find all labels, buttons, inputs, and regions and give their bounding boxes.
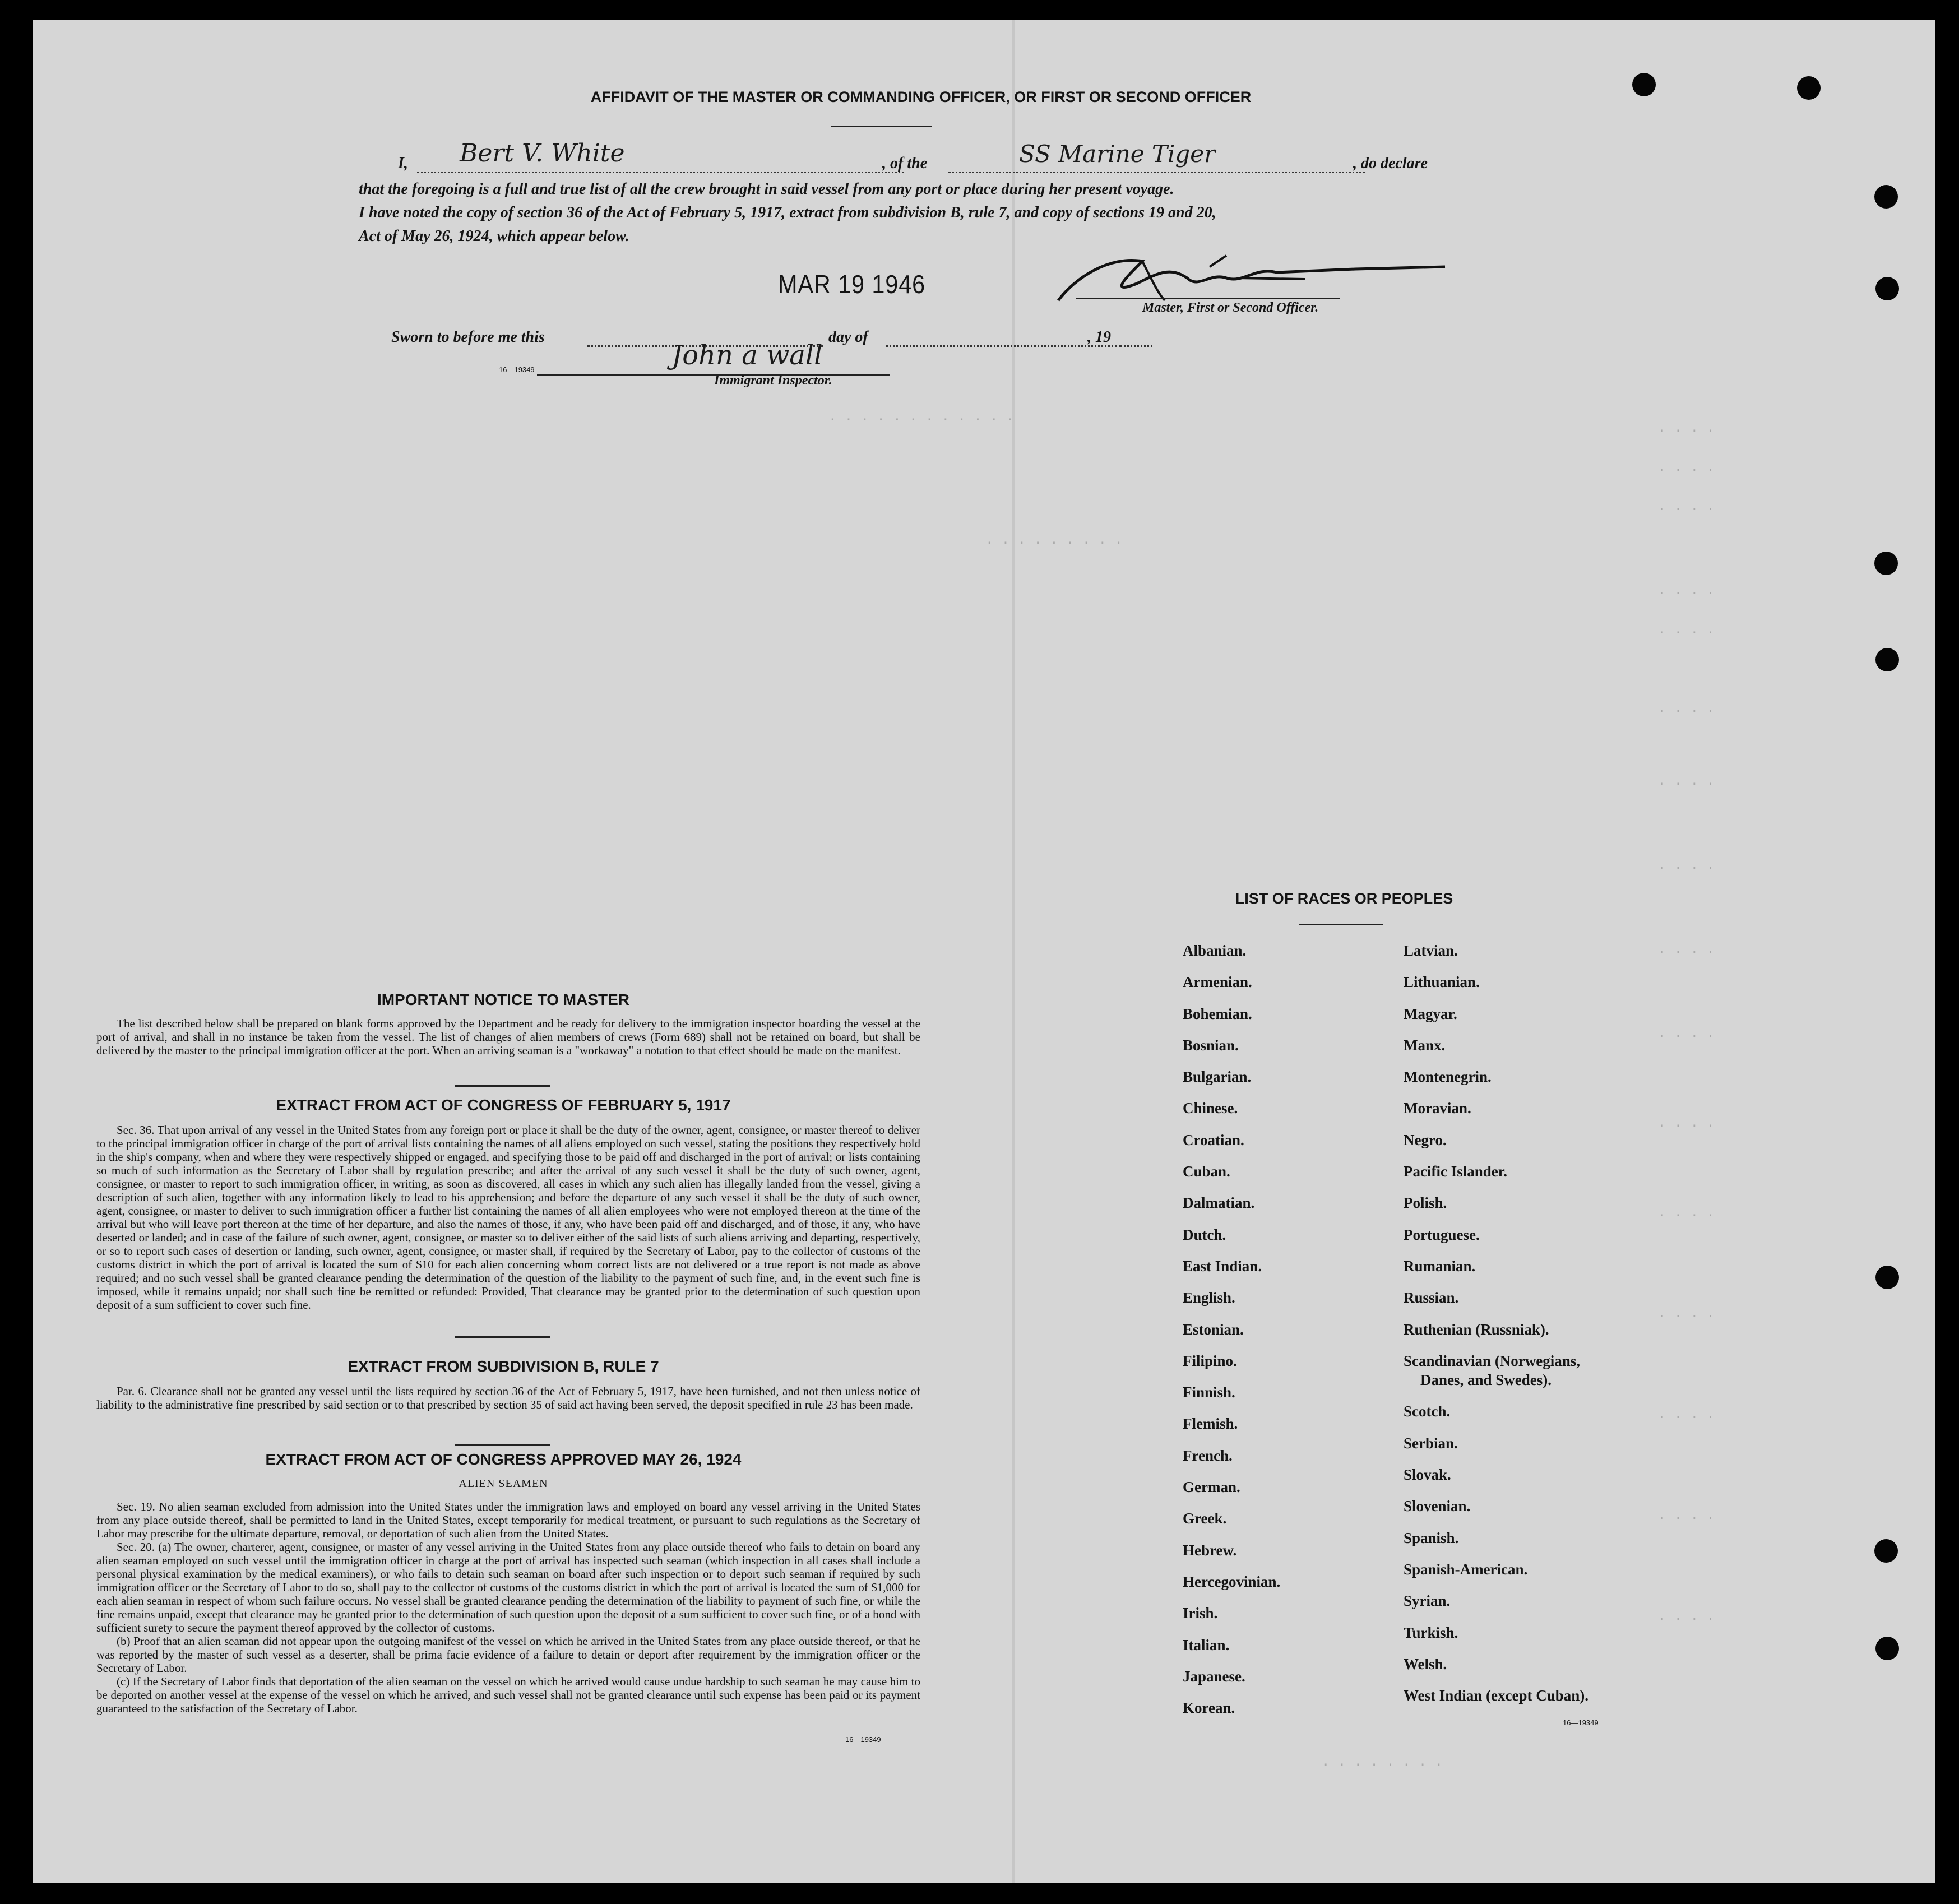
- notice-text: [96, 1017, 920, 1057]
- punch-hole: [1875, 648, 1899, 671]
- race-item: Dutch.: [1183, 1226, 1226, 1243]
- par-6-paragraph: Par. 6. Clearance shall not be granted any vessel until the lists required by section 36 of the Act of February 5, 1917, have been furnished, and not then unless notice of liability to the administrative fine prescribed by said section or to that prescribed by section 35 of said act having been served, the deposit specified in rule 23 has been made.: [96, 1384, 920, 1411]
- race-item: Slovenian.: [1404, 1498, 1471, 1515]
- race-item: Korean.: [1183, 1699, 1235, 1717]
- inspector-caption: Immigrant Inspector.: [714, 373, 832, 388]
- form-number: 16—19349: [845, 1735, 881, 1744]
- day-of-text: day of: [828, 328, 868, 346]
- section-20c-paragraph: (c) If the Secretary of Labor finds that deportation of the alien seaman on the vessel on which he arrived would cause undue hardship to such seaman he may cause him to be deported on another vessel at the expense of the vessel on which he arrived, and such vessel shall not be granted clearance until such expense has been paid or its payment guaranteed to the satisfaction of the Secretary of Labor.: [96, 1675, 920, 1715]
- race-item: French.: [1183, 1447, 1233, 1464]
- year-text: , 19: [1087, 328, 1111, 346]
- race-item: Croatian.: [1183, 1131, 1244, 1148]
- race-item: Albanian.: [1183, 942, 1247, 959]
- race-item: Magyar.: [1404, 1005, 1457, 1022]
- form-number: 16—19349: [499, 365, 535, 374]
- affidavit-of-the: , of the: [882, 155, 928, 172]
- race-item: Japanese.: [1183, 1667, 1245, 1685]
- notice-title: IMPORTANT NOTICE TO MASTER: [377, 991, 630, 1008]
- master-caption: Master, First or Second Officer.: [1142, 300, 1319, 315]
- race-item: Danes, and Swedes).: [1420, 1372, 1552, 1389]
- race-item: Montenegrin.: [1404, 1068, 1492, 1086]
- affidavit-i: I,: [398, 155, 408, 172]
- master-name-handwritten: Bert V. White: [460, 139, 625, 168]
- race-item: Lithuanian.: [1404, 974, 1480, 991]
- race-item: Welsh.: [1404, 1655, 1447, 1673]
- race-item: Irish.: [1183, 1605, 1218, 1622]
- affidavit-line-4: Act of May 26, 1924, which appear below.: [359, 228, 629, 245]
- divider: [455, 1085, 550, 1087]
- race-item: Spanish.: [1404, 1529, 1459, 1546]
- race-item: Syrian.: [1404, 1592, 1451, 1610]
- race-item: Estonian.: [1183, 1321, 1244, 1338]
- extract-1917-text: [96, 1123, 920, 1312]
- notice-paragraph: The list described below shall be prepared on blank forms approved by the Department and be ready for delivery to the immigration inspector boarding the vessel at the port of arrival, and shall in no instance be taken from the vessel. The list of changes of alien members of crews (Form 689) shall not be retained on board, but shall be delivered by the master to the principal immigration officer at the port. When an arriving seaman is a "workaway" a notation to that effect should be made on the manifest.: [96, 1017, 920, 1057]
- alien-seamen-subtitle: ALIEN SEAMEN: [459, 1477, 548, 1490]
- extract-rule7-title: EXTRACT FROM SUBDIVISION B, RULE 7: [348, 1358, 659, 1375]
- race-item: Latvian.: [1404, 942, 1458, 959]
- extract-1917-title: EXTRACT FROM ACT OF CONGRESS OF FEBRUARY 5, 1917: [276, 1096, 731, 1114]
- race-item: Moravian.: [1404, 1100, 1471, 1117]
- affidavit-do-declare: , do declare: [1353, 155, 1428, 172]
- divider: [1299, 924, 1383, 925]
- punch-hole: [1797, 76, 1821, 100]
- master-signature-line: [1076, 298, 1340, 299]
- section-20b-paragraph: (b) Proof that an alien seaman did not appear upon the outgoing manifest of the vessel on which he arrived in the United States from any place outside thereof, or that he was reported by the master of such vessel as a deserter, shall be prima facie evidence of a failure to detain or deport after requirement by the immigration officer or the Secretary of Labor.: [96, 1634, 920, 1675]
- sworn-text: Sworn to before me this: [391, 328, 545, 346]
- date-stamp: MAR 19 1946: [778, 270, 926, 299]
- race-item: Slovak.: [1404, 1466, 1451, 1484]
- race-item: Scandinavian (Norwegians,: [1404, 1352, 1581, 1369]
- section-19-paragraph: Sec. 19. No alien seaman excluded from admission into the United States under the immigration laws and employed on board any vessel arriving in the United States from any place outside thereof, shall be permitted to land in the United States, except temporarily for medical treatment, or pursuant to such regulations as the Secretary of Labor may prescribe for the ultimate departure, removal, or deportation of such alien from the United States.: [96, 1500, 920, 1540]
- extract-1924-text: [96, 1500, 920, 1715]
- vessel-line: [948, 172, 1365, 173]
- affidavit-line-2: that the foregoing is a full and true list of all the crew brought in said vessel from any port or place during her present voyage.: [359, 180, 1174, 198]
- race-item: Finnish.: [1183, 1384, 1235, 1401]
- affidavit-line-3: I have noted the copy of section 36 of the Act of February 5, 1917, extract from subdivision B, rule 7, and copy of sections 19 and 20,: [359, 204, 1216, 221]
- vessel-name-handwritten: SS Marine Tiger: [1019, 140, 1216, 168]
- race-item: Pacific Islander.: [1404, 1163, 1507, 1180]
- extract-rule7-text: [96, 1384, 920, 1411]
- punch-hole: [1874, 552, 1898, 575]
- races-right-column: [1404, 935, 1588, 1711]
- race-item: Bosnian.: [1183, 1036, 1239, 1054]
- race-item: Bohemian.: [1183, 1005, 1252, 1022]
- race-item: Italian.: [1183, 1636, 1230, 1653]
- inspector-signature-line: [537, 374, 890, 376]
- race-item: Serbian.: [1404, 1434, 1458, 1452]
- race-item: East Indian.: [1183, 1257, 1262, 1275]
- inspector-signature: John a wall: [671, 340, 823, 371]
- race-item: Polish.: [1404, 1194, 1447, 1212]
- punch-hole: [1874, 1539, 1898, 1563]
- punch-hole: [1875, 277, 1899, 300]
- race-item: Ruthenian (Russniak).: [1404, 1321, 1549, 1338]
- race-item: Turkish.: [1404, 1624, 1458, 1641]
- punch-hole: [1874, 185, 1898, 209]
- race-item: Hercegovinian.: [1183, 1573, 1281, 1590]
- race-item: Rumanian.: [1404, 1257, 1476, 1275]
- race-item: Filipino.: [1183, 1352, 1237, 1369]
- document-page: · · · · · · · · · · · · · · · · · · · · · · · · · · · · · · · · · · · · · · · · · · · · · · · · · · · · · · · · · · · · · · · · · · · · · · · · · · · · · · · · · · · · · · · · · · · · · AFFIDAVIT OF THE MASTER OR COMMANDING OFFICER, OR FIRST OR SECOND OFFICER I, Bert V. White , of the SS Marine Tiger , do declare that the foregoing is a full and true list of all the crew brought in said vessel from any port or place during her present voyage. I have noted the copy of section 36 of the Act of February 5, 1917, extract from subdivision B, rule 7, and copy of sections 19 and 20, Act of May 26, 1924, which appear below. MAR 19 1946 Master, First or Second Officer. Sworn to before me this day of , 19 16—19349 John a wall Immigrant Inspector. IMPORTANT NOTICE TO MASTER The list described below shall be prepared on blank forms approved by the Department and be ready for delivery to the immigration inspector boarding the vessel at the port of arrival, and shall in no instance be taken from the vessel. The list of changes of alien members of crews (Form 689) shall not be retained on board, but shall be delivered by the master to the principal immigration officer at the port. When an arriving seaman is a "workaway" a notation to that effect should be made on the manifest. EXTRACT FROM ACT OF CONGRESS OF FEBRUARY 5, 1917 Sec. 36. That upon arrival of any vessel in the United States from any foreign port or place it shall be the duty of the owner, agent, consignee, or master thereof to deliver to the principal immigration officer in charge of the port of arrival lists containing the names of all aliens employed on such vessel, stating the positions they respectively hold in the ship's company, when and where they were respectively shipped or engaged, and specifying those to be paid off and discharged in the port of arrival; or lists containing so much of such information as the Secretary of Labor shall by regulation prescribe; and after the arrival of any such vessel it shall be the duty of such owner, agent, consignee, or master to report to such immigration officer, in writing, as soon as discovered, all cases in which any such alien has illegally landed from the vessel, giving a description of such alien, together with any information likely to lead to his apprehension; and before the departure of any such vessel it shall be the duty of such owner, agent, consignee, or master to deliver to such immigration officer a further list containing the names of all alien employees who were not employed thereon at the time of the arrival but who will leave port thereon at the time of her departure, and also the names of those, if any, who have been paid off and discharged, and of those, if any, who have deserted or landed; and in case of the failure of such owner, agent, consignee, or master so to deliver either of the said lists of such aliens arriving and departing, respectively, or so to report such cases of desertion or landing, such owner, agent, consignee, or master shall, if required by the Secretary of Labor, pay to the collector of customs of the customs district in which the port of arrival is located the sum of $10 for each alien concerning whom correct lists are not delivered or a true report is not made as above required; and no such vessel shall be granted clearance pending the determination of the question of the liability to the payment of such fine, and, in the event such fine is imposed, while it remains unpaid; nor shall such fine be remitted or refunded: Provided, That clearance may be granted prior to the determination of such question upon deposit of a sum sufficient to cover such fine. EXTRACT FROM SUBDIVISION B, RULE 7 Par. 6. Clearance shall not be granted any vessel until the lists required by section 36 of the Act of February 5, 1917, have been furnished, and not then unless notice of liability to the administrative fine prescribed by said section or to that prescribed by section 35 of said act having been served, the deposit specified in rule 23 has been made. EXTRACT FROM ACT OF CONGRESS APPROVED MAY 26, 1924 ALIEN SEAMEN Sec. 19. No alien seaman excluded from admission into the United States under the immigration laws and employed on board any vessel arriving in the United States from any place outside thereof, shall be permitted to land in the United States, except temporarily for medical treatment, or pursuant to such regulations as the Secretary of Labor may prescribe for the ultimate departure, removal, or deportation of such alien from the United States. Sec. 20. (a) The owner, charterer, agent, consignee, or master of any vessel arriving in the United States from any place outside thereof who fails to detain on board any alien seaman employed on such vessel until the immigration officer in charge at the port of arrival has inspected such seaman (which inspection in all cases shall include a personal physical examination by the medical examiners), or who fails to detain such seaman on board after such inspection or to deport such seaman if required by such immigration officer or the Secretary of Labor to do so, shall pay to the collector of customs of the customs district in which the port of arrival is located the sum of $1,000 for each alien seaman in respect of whom such failure occurs. No vessel shall be granted clearance pending the determination of the liability to payment of such fine, or while the fine remains unpaid, except that clearance may be granted prior to the determination of such question upon the deposit of a sum sufficient to cover such fine, or of a bond with sufficient surety to secure the payment thereof approved by the collector of customs. (b) Proof that an alien seaman did not appear upon the outgoing manifest of the vessel on which he arrived in the United States from any place outside thereof, or that he was reported by the master of such vessel as a deserter, shall be prima facie evidence of a failure to detain or deport after requirement by the immigration officer or the Secretary of Labor. (c) If the Secretary of Labor finds that deportation of the alien seaman on the vessel on which he arrived would cause undue hardship to such seaman he may cause him to be deported on another vessel at the expense of the vessel on which he arrived, and such vessel shall not be granted clearance until such expense has been paid or its payment guaranteed to the satisfaction of the Secretary of Labor. 16—19349 LIST OF RACES OR PEOPLES Albanian. Armenian. Bohemian. Bosnian. Bulgarian. Chinese. Croatian. Cuban. Dalmatian. Dutch. East Indian. English. Estonian. Filipino. Finnish. Flemish. French. German. Greek. Hebrew. Hercegovinian. Irish. Italian. Japanese. Korean. Latvian. Lithuanian. Magyar. Manx. Montenegrin. Moravian. Negro. Pacific Islander. Polish. Portuguese. Rumanian. Russian. Ruthenian (Russniak). Scandinavian (Norwegians, Danes, and Swedes). Scotch. Serbian. Slovak. Slovenian. Spanish. Spanish-American. Syrian. Turkish. Welsh. West Indian (except Cuban). 16—19349: [33, 20, 1935, 1883]
- race-item: West Indian (except Cuban).: [1404, 1687, 1589, 1704]
- race-item: Scotch.: [1404, 1403, 1451, 1420]
- extract-1924-title: EXTRACT FROM ACT OF CONGRESS APPROVED MAY 26, 1924: [265, 1451, 742, 1468]
- punch-hole: [1875, 1637, 1899, 1660]
- race-item: Negro.: [1404, 1131, 1447, 1148]
- races-left-column: [1183, 935, 1280, 1724]
- divider: [455, 1336, 550, 1338]
- race-item: Cuban.: [1183, 1163, 1230, 1180]
- race-item: German.: [1183, 1479, 1240, 1496]
- race-item: Hebrew.: [1183, 1541, 1237, 1559]
- title-underline: [831, 126, 932, 127]
- race-item: Chinese.: [1183, 1100, 1238, 1117]
- year-line: [1120, 345, 1152, 347]
- center-fold: [1012, 20, 1015, 1883]
- race-item: Spanish-American.: [1404, 1560, 1528, 1578]
- race-item: Greek.: [1183, 1510, 1227, 1527]
- divider: [455, 1444, 550, 1446]
- affidavit-title: AFFIDAVIT OF THE MASTER OR COMMANDING OFFICER, OR FIRST OR SECOND OFFICER: [590, 89, 1252, 105]
- punch-hole: [1875, 1266, 1899, 1289]
- race-item: Armenian.: [1183, 974, 1252, 991]
- race-item: Dalmatian.: [1183, 1194, 1255, 1212]
- name-line: [417, 172, 904, 173]
- race-item: English.: [1183, 1289, 1235, 1307]
- race-item: Portuguese.: [1404, 1226, 1480, 1243]
- races-title: LIST OF RACES OR PEOPLES: [1235, 890, 1453, 907]
- section-20a-paragraph: Sec. 20. (a) The owner, charterer, agent, consignee, or master of any vessel arriving in the United States from any place outside thereof who fails to detain on board any alien seaman employed on such vessel until the immigration officer in charge at the port of arrival has inspected such seaman (which inspection in all cases shall include a personal physical examination by the medical examiners), or who fails to detain such seaman on board after such inspection or to deport such seaman if required by such immigration officer or the Secretary of Labor to do so, shall pay to the collector of customs of the customs district in which the port of arrival is located the sum of $1,000 for each alien seaman in respect of whom such failure occurs. No vessel shall be granted clearance pending the determination of the liability to payment of such fine, or while the fine remains unpaid, except that clearance may be granted prior to the determination of such question upon the deposit of a sum sufficient to cover such fine, or of a bond with sufficient surety to secure the payment thereof approved by the collector of customs.: [96, 1540, 920, 1634]
- section-36-paragraph: Sec. 36. That upon arrival of any vessel in the United States from any foreign port or place it shall be the duty of the owner, agent, consignee, or master thereof to deliver to the principal immigration officer in charge of the port of arrival lists containing the names of all aliens employed on such vessel, stating the positions they respectively hold in the ship's company, when and where they were respectively shipped or engaged, and specifying those to be paid off and discharged in the port of arrival; or lists containing so much of such information as the Secretary of Labor shall by regulation prescribe; and after the arrival of any such vessel it shall be the duty of such owner, agent, consignee, or master to report to such immigration officer, in writing, as soon as discovered, all cases in which any such alien has illegally landed from the vessel, giving a description of such alien, together with any information likely to lead to his apprehension; and before the departure of any such vessel it shall be the duty of such owner, agent, consignee, or master to deliver to such immigration officer a further list containing the names of all alien employees who were not employed thereon at the time of the arrival but who will leave port thereon at the time of her departure, and also the names of those, if any, who have been paid off and discharged, and of those, if any, who have deserted or landed; and in case of the failure of such owner, agent, consignee, or master so to deliver either of the said lists of such aliens arriving and departing, respectively, or so to report such cases of desertion or landing, such owner, agent, consignee, or master shall, if required by the Secretary of Labor, pay to the collector of customs of the customs district in which the port of arrival is located the sum of $10 for each alien concerning whom correct lists are not delivered or a true report is not made as above required; and no such vessel shall be granted clearance pending the determination of the question of the liability to the payment of such fine, and, in the event such fine is imposed, while it remains unpaid; nor shall such fine be remitted or refunded: Provided, That clearance may be granted prior to the determination of such question upon deposit of a sum sufficient to cover such fine.: [96, 1123, 920, 1312]
- form-number: 16—19349: [1563, 1718, 1599, 1727]
- race-item: Russian.: [1404, 1289, 1459, 1307]
- race-item: Flemish.: [1183, 1415, 1238, 1433]
- race-item: Bulgarian.: [1183, 1068, 1252, 1086]
- month-line: [886, 345, 1121, 347]
- race-item: Manx.: [1404, 1036, 1446, 1054]
- punch-hole: [1632, 73, 1656, 96]
